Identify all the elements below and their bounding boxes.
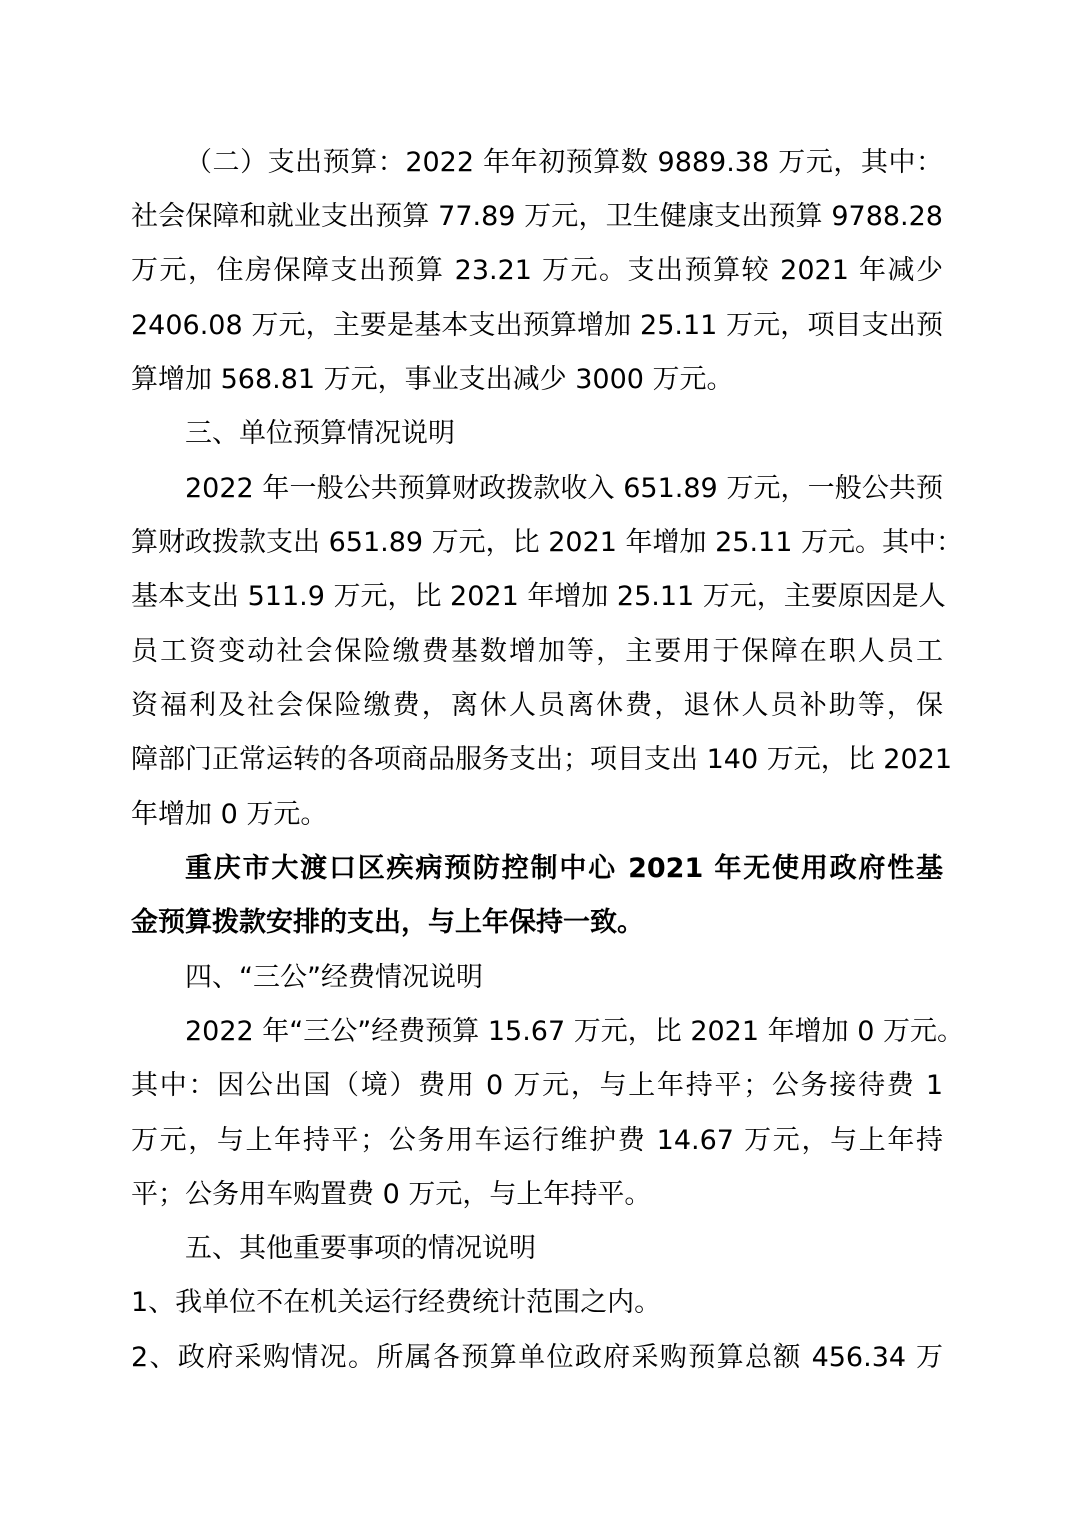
paragraph-line: 障部门正常运转的各项商品服务支出；项目支出 140 万元，比 2021 — [131, 744, 952, 775]
bold-statement-line: 金预算拨款安排的支出，与上年保持一致。 — [131, 907, 644, 938]
paragraph-line: 平；公务用车购置费 0 万元，与上年持平。 — [131, 1179, 652, 1210]
paragraph-line: 万元，与上年持平；公务用车运行维护费 14.67 万元，与上年持 — [131, 1125, 943, 1156]
paragraph-line: 员工资变动社会保险缴费基数增加等，主要用于保障在职人员工 — [131, 636, 943, 667]
list-item: 2、政府采购情况。所属各预算单位政府采购预算总额 456.34 万 — [131, 1342, 943, 1373]
expenditure-budget-heading-line: （二）支出预算：2022 年年初预算数 9889.38 万元，其中： — [185, 147, 943, 178]
section-heading-other-matters: 五、其他重要事项的情况说明 — [185, 1233, 536, 1264]
paragraph-line: 年增加 0 万元。 — [131, 799, 328, 830]
paragraph-line: 基本支出 511.9 万元，比 2021 年增加 25.11 万元，主要原因是人 — [131, 581, 946, 612]
section-heading-unit-budget: 三、单位预算情况说明 — [185, 418, 455, 449]
paragraph-line: 社会保障和就业支出预算 77.89 万元，卫生健康支出预算 9788.28 — [131, 201, 943, 232]
paragraph-line: 算增加 568.81 万元，事业支出减少 3000 万元。 — [131, 364, 734, 395]
paragraph-line: 2406.08 万元，主要是基本支出预算增加 25.11 万元，项目支出预 — [131, 310, 943, 341]
paragraph-line: 其中：因公出国（境）费用 0 万元，与上年持平；公务接待费 1 — [131, 1070, 943, 1101]
section-heading-three-public-expenses: 四、“三公”经费情况说明 — [185, 962, 483, 993]
list-item: 1、我单位不在机关运行经费统计范围之内。 — [131, 1287, 662, 1318]
paragraph-line: 算财政拨款支出 651.89 万元，比 2021 年增加 25.11 万元。其中： — [131, 527, 963, 558]
paragraph-line: 2022 年“三公”经费预算 15.67 万元，比 2021 年增加 0 万元。 — [185, 1016, 964, 1047]
paragraph-line: 2022 年一般公共预算财政拨款收入 651.89 万元，一般公共预 — [185, 473, 943, 504]
paragraph-line: 万元，住房保障支出预算 23.21 万元。支出预算较 2021 年减少 — [131, 255, 943, 286]
bold-statement-line: 重庆市大渡口区疾病预防控制中心 2021 年无使用政府性基 — [185, 853, 943, 884]
paragraph-line: 资福利及社会保险缴费，离休人员离休费，退休人员补助等，保 — [131, 690, 943, 721]
